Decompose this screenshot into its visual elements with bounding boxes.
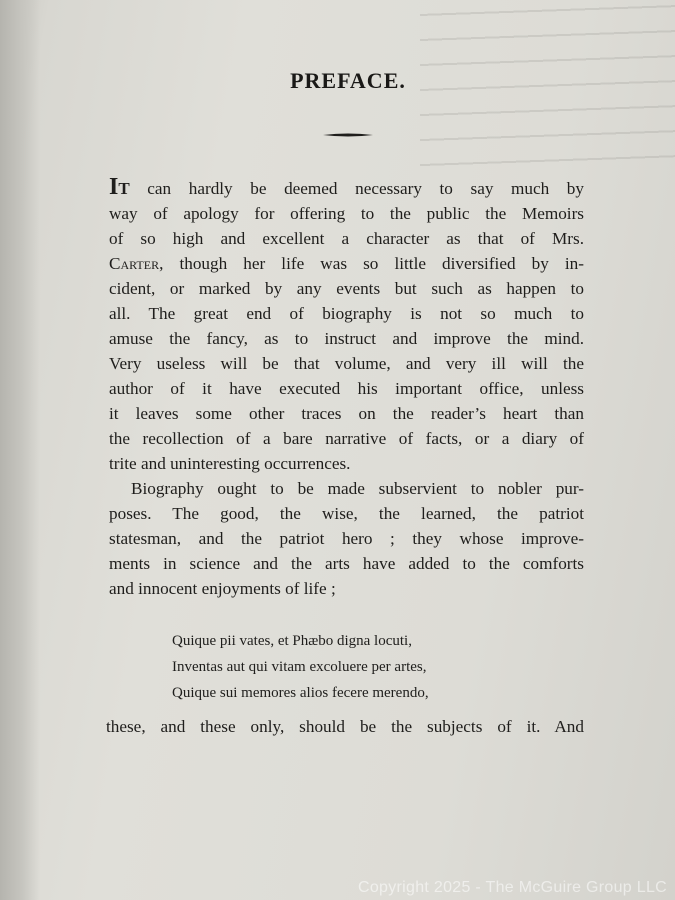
page-title: PREFACE. — [290, 68, 406, 93]
title-ornament-rule — [323, 132, 373, 138]
text-line: the recollection of a bare narrative of facts, or a diary of — [109, 429, 584, 448]
text-line: of so high and excellent a character as that of Mrs. — [109, 229, 584, 248]
latin-verse — [172, 628, 429, 706]
copyright-watermark: Copyright 2025 - The McGuire Group LLC — [357, 879, 667, 896]
text-line: all. The great end of biography is not so much to — [109, 304, 584, 323]
drop-cap: It — [109, 174, 130, 200]
preface-text — [109, 175, 584, 601]
text-line: Very useless will be that volume, and very ill will the — [109, 354, 584, 373]
text-line: way of apology for offering to the public the Memoirs — [109, 204, 584, 223]
name-carter: Carter — [109, 254, 160, 273]
text-line: amuse the fancy, as to instruct and improve the mind. — [109, 329, 584, 348]
verse-line: Quique pii vates, et Phæbo digna locuti, — [172, 633, 412, 649]
text-line: statesman, and the patriot hero ; they whose improve- — [109, 529, 584, 548]
text-line: cident, or marked by any events but such as happen to — [109, 279, 584, 298]
text-line: author of it have executed his important office, unless — [109, 379, 584, 398]
verse-line: Quique sui memores alios fecere merendo, — [172, 685, 429, 701]
text-line: it leaves some other traces on the reader’s heart than — [109, 404, 584, 423]
text-line: poses. The good, the wise, the learned, the patriot — [109, 504, 584, 523]
page-gutter-shadow — [0, 0, 40, 900]
closing-line: these, and these only, should be the subjects of it. And — [106, 717, 584, 736]
text-line: trite and uninteresting occurrences. — [109, 454, 351, 473]
text-line: Biography ought to be made subservient to nobler pur- — [131, 479, 584, 498]
text-line: Carter, though her life was so little diversified by in- — [109, 254, 584, 273]
text-line: and innocent enjoyments of life ; — [109, 579, 336, 598]
text-line: ments in science and the arts have added to the comforts — [109, 554, 584, 573]
verse-line: Inventas aut qui vitam excoluere per artes, — [172, 659, 427, 675]
text-line: It can hardly be deemed necessary to say much by — [109, 174, 584, 200]
